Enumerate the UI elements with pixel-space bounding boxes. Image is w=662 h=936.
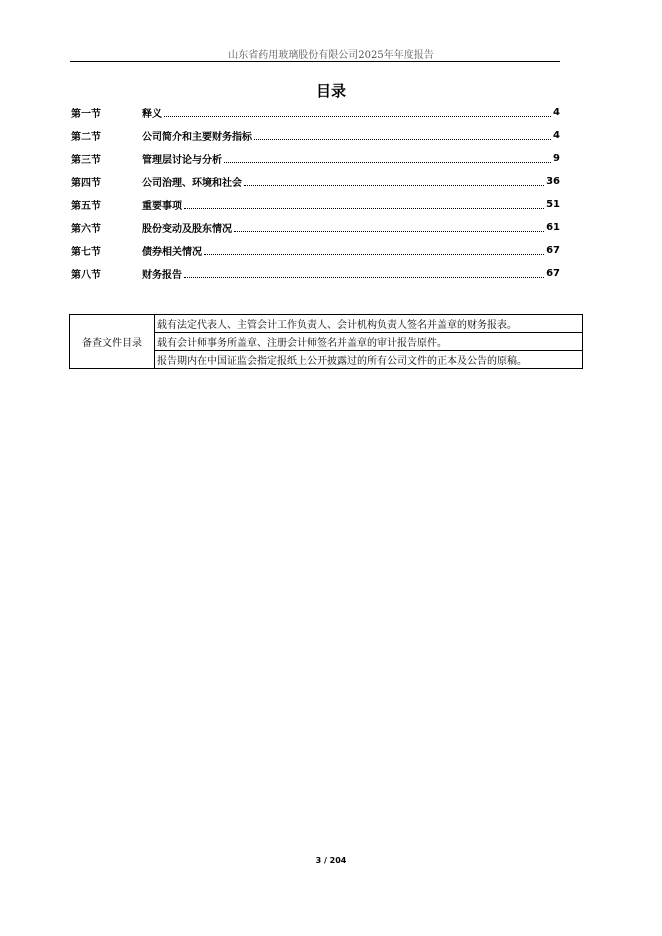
toc-entry[interactable] <box>71 124 560 147</box>
toc-entry[interactable] <box>71 262 560 285</box>
reference-document-item: 载有会计师事务所盖章、注册会计师签名并盖章的审计报告原件。 <box>155 333 583 351</box>
reference-documents-label: 备查文件目录 <box>70 315 155 369</box>
reference-documents-table <box>69 314 583 369</box>
toc-entry-number: 第三节 <box>71 155 101 166</box>
toc-leader-dots <box>204 254 544 255</box>
toc-entry-page: 9 <box>553 153 560 164</box>
toc-heading: 目录 <box>315 82 346 100</box>
toc-entry-number: 第一节 <box>71 109 101 120</box>
toc-entry-number: 第四节 <box>71 178 101 189</box>
toc-entry[interactable] <box>71 193 560 216</box>
toc-leader-dots <box>184 277 544 278</box>
toc-list <box>71 101 560 285</box>
toc-leader-dots <box>164 116 551 117</box>
report-header-title: 山东省药用玻璃股份有限公司2025年年度报告 <box>228 50 434 61</box>
toc-entry-title[interactable]: 公司简介和主要财务指标 <box>142 132 252 143</box>
toc-entry-title[interactable]: 股份变动及股东情况 <box>142 224 232 235</box>
toc-entry-page: 4 <box>553 130 560 141</box>
header-divider <box>70 61 560 62</box>
toc-entry-number: 第二节 <box>71 132 101 143</box>
toc-entry-page: 67 <box>546 268 560 279</box>
toc-leader-dots <box>234 231 544 232</box>
toc-entry[interactable] <box>71 239 560 262</box>
toc-entry-title[interactable]: 公司治理、环境和社会 <box>142 178 242 189</box>
toc-entry-number: 第六节 <box>71 224 101 235</box>
toc-entry-number: 第七节 <box>71 247 101 258</box>
toc-leader-dots <box>184 208 544 209</box>
toc-entry[interactable] <box>71 147 560 170</box>
table-row <box>70 315 583 333</box>
toc-entry-title[interactable]: 债券相关情况 <box>142 247 202 258</box>
toc-entry-page: 4 <box>553 107 560 118</box>
toc-entry-page: 36 <box>546 176 560 187</box>
page-number: 3 / 204 <box>315 856 347 865</box>
reference-document-item: 报告期内在中国证监会指定报纸上公开披露过的所有公司文件的正本及公告的原稿。 <box>155 351 583 369</box>
toc-entry-title[interactable]: 管理层讨论与分析 <box>142 155 222 166</box>
toc-entry-page: 51 <box>546 199 560 210</box>
reference-document-item: 载有法定代表人、主管会计工作负责人、会计机构负责人签名并盖章的财务报表。 <box>155 315 583 333</box>
toc-entry[interactable] <box>71 101 560 124</box>
toc-entry-title[interactable]: 重要事项 <box>142 201 182 212</box>
toc-entry-title[interactable]: 释义 <box>142 109 162 120</box>
toc-entry-page: 67 <box>546 245 560 256</box>
toc-entry[interactable] <box>71 216 560 239</box>
toc-entry-number: 第五节 <box>71 201 101 212</box>
toc-leader-dots <box>224 162 551 163</box>
toc-entry[interactable] <box>71 170 560 193</box>
toc-entry-page: 61 <box>546 222 560 233</box>
toc-leader-dots <box>244 185 544 186</box>
toc-entry-number: 第八节 <box>71 270 101 281</box>
toc-entry-title[interactable]: 财务报告 <box>142 270 182 281</box>
toc-leader-dots <box>254 139 551 140</box>
